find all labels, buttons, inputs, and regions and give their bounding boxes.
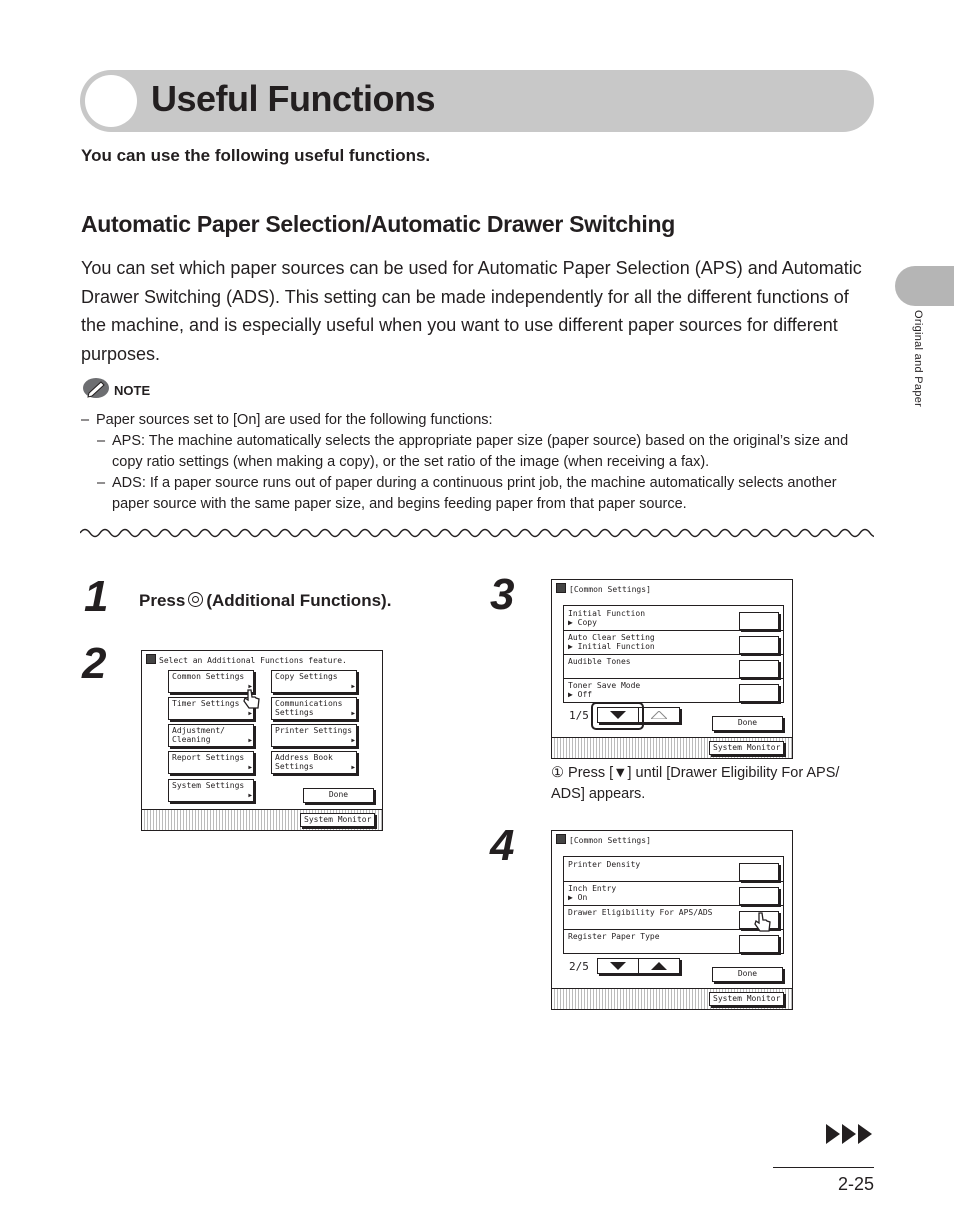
settings-list [563,605,784,703]
adjustment-cleaning-button[interactable]: Adjustment/ Cleaning ▶ [168,724,254,747]
done-button[interactable]: Done [712,716,783,731]
communications-settings-button[interactable]: Communications Settings ▶ [271,697,357,720]
intro-text: You can use the following useful functions. [81,146,431,165]
settings-row[interactable]: Initial Function ▶ Copy [564,606,783,631]
title-banner-circle [85,75,137,127]
page-title: Useful Functions [151,78,436,119]
system-settings-button[interactable]: System Settings ▶ [168,779,254,802]
common-settings-screen-page2: [Common Settings] Printer Density Inch Entry ▶ On Drawer Eligibility For APS/ADS Register Paper Type 2/5 Done System Monitor [551,830,793,1010]
setting-button[interactable] [739,863,779,881]
step1-instruction: Press (Additional Functions). [139,591,392,610]
wavy-divider [80,524,874,542]
page-number: 2-25 [837,1174,874,1194]
triangle-up-icon [651,711,667,719]
callout-highlight [591,702,644,730]
system-monitor-button[interactable]: System Monitor [709,741,784,755]
settings-icon [146,654,156,664]
footer-rule [773,1167,874,1168]
additional-functions-icon [188,592,203,607]
body-paragraph: You can set which paper sources can be used for Automatic Paper Selection (APS) and Automatic Drawer Switching (ADS). This setting can be made independently for all the different functions of the machine, and is especially useful when you want to use different paper sources for different purposes. [81,258,862,364]
report-settings-button[interactable]: Report Settings ▶ [168,751,254,774]
step-number-1: 1 [84,572,109,621]
settings-list [563,856,784,954]
chapter-tab-label: Original and Paper [912,310,924,408]
printer-settings-button[interactable]: Printer Settings ▶ [271,724,357,747]
setting-button[interactable] [739,684,779,702]
settings-row[interactable]: Auto Clear Setting ▶ Initial Function [564,630,783,655]
continue-arrows-icon [826,1124,874,1144]
page-indicator: 1/5 [569,709,589,722]
pointing-hand-icon [242,688,262,710]
scroll-up-button[interactable] [638,958,680,974]
setting-button[interactable] [739,612,779,630]
triangle-down-icon [610,962,626,970]
pointing-hand-icon [753,911,773,933]
settings-row[interactable]: Register Paper Type [564,929,783,953]
settings-row[interactable]: Drawer Eligibility For APS/ADS [564,905,783,930]
system-monitor-button[interactable]: System Monitor [300,813,375,827]
setting-button[interactable] [739,935,779,953]
setting-button[interactable] [739,887,779,905]
note-list [81,410,871,515]
section-heading: Automatic Paper Selection/Automatic Drawer Switching [81,211,676,237]
setting-button[interactable] [739,660,779,678]
step3-callout: ① Press [▼] until [Drawer Eligibility For APS/ ADS] appears. [551,765,840,802]
settings-icon [556,834,566,844]
scroll-down-button[interactable] [597,958,639,974]
step-number-2: 2 [82,639,107,688]
copy-settings-button[interactable]: Copy Settings ▶ [271,670,357,693]
done-button[interactable]: Done [303,788,374,803]
note-subitem-ads: – ADS: If a paper source runs out of paper during a continuous print job, the machine automatically selects another paper source with the same paper size, and begins feeding paper from that paper source. [97,475,837,512]
address-book-settings-button[interactable]: Address Book Settings ▶ [271,751,357,774]
pencil-note-icon [82,376,110,400]
step-number-3: 3 [490,570,515,619]
note-label: NOTE [114,383,151,398]
page-indicator: 2/5 [569,960,589,973]
chapter-tab [895,266,954,306]
note-item: – Paper sources set to [On] are used for the following functions: [81,412,493,428]
settings-row[interactable]: Inch Entry ▶ On [564,881,783,906]
triangle-up-icon [651,962,667,970]
setting-button[interactable] [739,636,779,654]
common-settings-button[interactable]: Common Settings ▶ [168,670,254,693]
settings-row[interactable]: Toner Save Mode ▶ Off [564,678,783,702]
note-subitem-aps: – APS: The machine automatically selects the appropriate paper size (paper source) based on the original’s size and copy ratio settings (when making a copy), or the set ratio of the image (when receiving a fax). [97,433,849,470]
additional-functions-screen: Select an Additional Functions feature. Common Settings ▶ Copy Settings ▶ Timer Settings ▶ Communications Settings ▶ Adjustment/ Cleaning ▶ Printer Settings ▶ Report Settings ▶ Address Book Settings ▶ System Settings ▶ Done System Monitor [141,650,383,831]
system-monitor-button[interactable]: System Monitor [709,992,784,1006]
common-settings-screen-page1: [Common Settings] Initial Function ▶ Copy Auto Clear Setting ▶ Initial Function Audible Tones Toner Save Mode ▶ Off 1/5 Done System Monitor [551,579,793,759]
settings-row[interactable]: Audible Tones [564,654,783,679]
done-button[interactable]: Done [712,967,783,982]
settings-icon [556,583,566,593]
step-number-4: 4 [490,821,515,870]
scroll-up-button[interactable] [638,707,680,723]
timer-settings-button[interactable]: Timer Settings ▶ [168,697,254,720]
settings-row[interactable]: Printer Density [564,857,783,882]
